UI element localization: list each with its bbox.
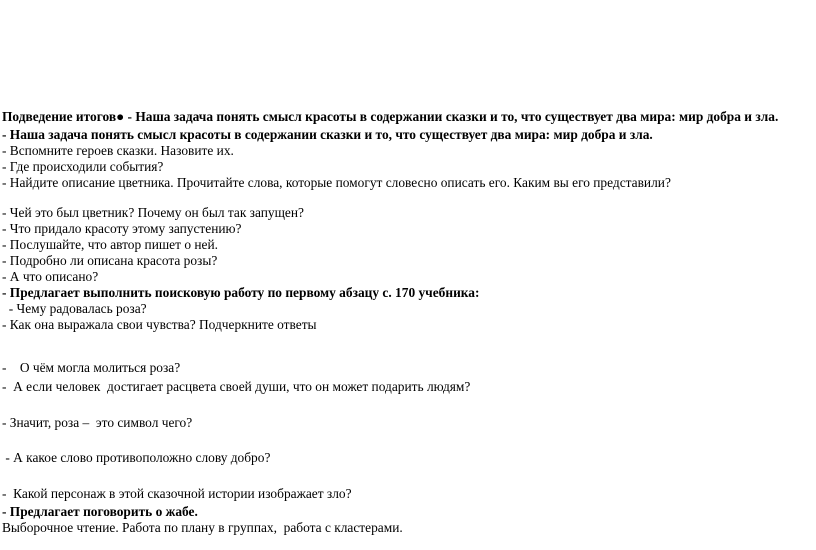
question-line: - Подробно ли описана красота розы? — [2, 253, 218, 268]
discussion-line: - Предлагает поговорить о жабе. — [2, 504, 198, 519]
question-line: - О чём могла молиться роза? — [2, 360, 181, 375]
question-line: - Где происходили события? — [2, 159, 164, 174]
assignment-line: - Предлагает выполнить поисковую работу по первому абзацу с. 170 учебника: — [2, 285, 480, 300]
task-line: - Наша задача понять смысл красоты в содержании сказки и то, что существует два мира: мир добра и зла. — [2, 127, 653, 142]
question-line: - Найдите описание цветника. Прочитайте слова, которые помогут словесно описать его. Каким вы его представили? — [2, 175, 671, 190]
question-line: - Какой персонаж в этой сказочной истории изображает зло? — [2, 486, 352, 501]
question-line: - Что придало красоту этому запустению? — [2, 221, 242, 236]
question-line: - Чей это был цветник? Почему он был так запущен? — [2, 205, 304, 220]
question-line: - Значит, роза – это символ чего? — [2, 415, 193, 430]
question-line: - Вспомните героев сказки. Назовите их. — [2, 143, 234, 158]
summary-heading: Подведение итогов — [2, 109, 117, 124]
question-line: - Как она выражала свои чувства? Подчеркните ответы — [2, 317, 317, 332]
question-line: - А что описано? — [2, 269, 99, 284]
question-line: - А какое слово противоположно слову добро? — [2, 450, 271, 465]
summary-heading-line — [2, 109, 778, 125]
summary-heading-text: - Наша задача понять смысл красоты в содержании сказки и то, что существует два мира: мир добра и зла. — [124, 109, 779, 124]
bullet-icon: ● — [116, 109, 125, 124]
question-line: - Послушайте, что автор пишет о ней. — [2, 237, 218, 252]
activity-line: Выборочное чтение. Работа по плану в группах, работа с кластерами. — [2, 520, 403, 535]
question-line: - А если человек достигает расцвета своей души, что он может подарить людям? — [2, 379, 471, 394]
question-line: - Чему радовалась роза? — [2, 301, 147, 316]
